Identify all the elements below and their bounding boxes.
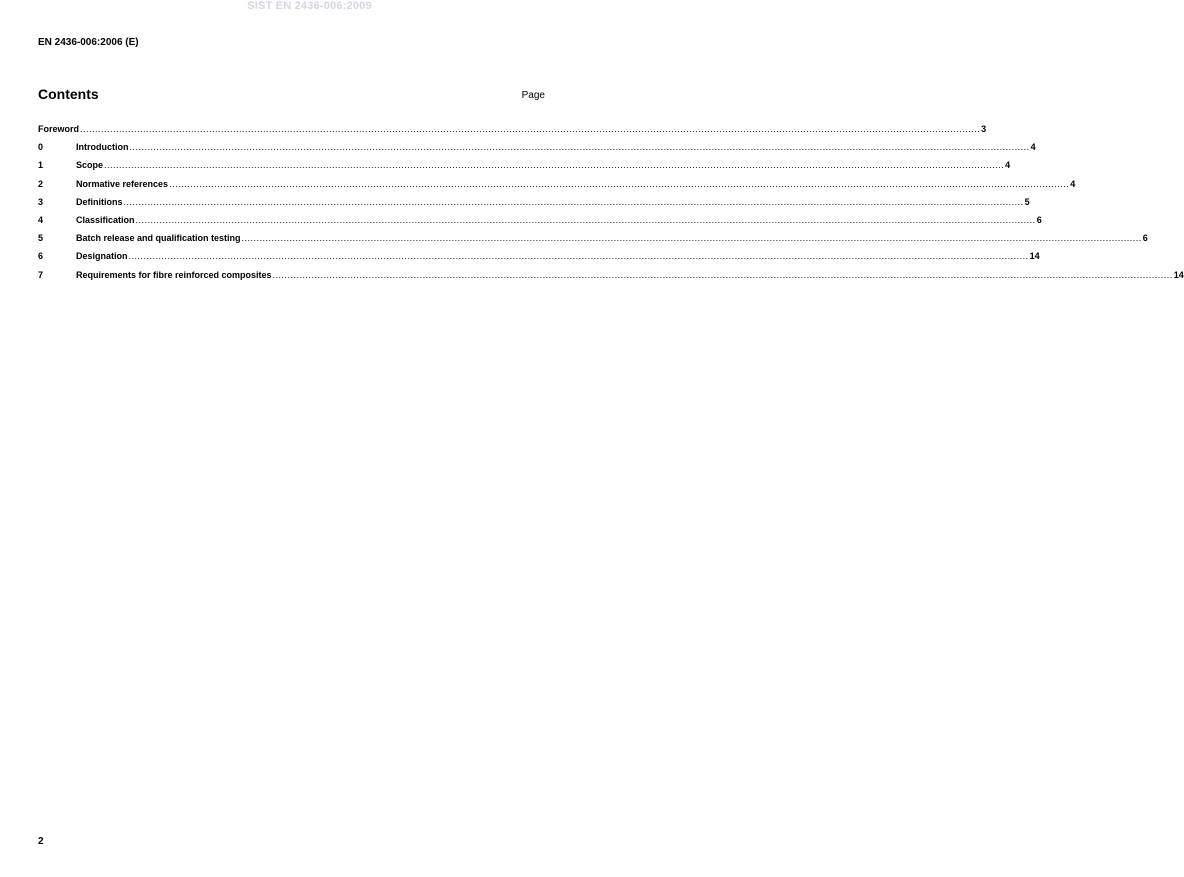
toc-leader-dots: ............................................................................................................................................................................................................................................................................................................ (104, 160, 1005, 171)
toc-entry-title: Definitions (76, 196, 123, 207)
toc-entry-scope[interactable] (38, 160, 1011, 178)
page-number: 2 (38, 836, 44, 847)
toc-entry-definitions[interactable] (38, 196, 1030, 215)
document-id: EN 2436-006:2006 (E) (38, 37, 139, 48)
toc-entry-requirements[interactable] (38, 269, 1184, 288)
toc-entry-title: Scope (76, 160, 104, 171)
toc-entry-page: 5 (1024, 196, 1030, 207)
toc-entry-title: Introduction (76, 142, 129, 153)
toc-entry-number: 0 (38, 142, 44, 153)
toc-entry-title: Classification (76, 214, 135, 225)
toc-entry-page: 4 (1005, 160, 1011, 171)
toc-entry-title: Designation (76, 251, 128, 262)
toc-entry-number: 3 (38, 196, 44, 207)
toc-entry-title: Batch release and qualification testing (76, 233, 241, 244)
toc-leader-dots: ............................................................................................................................................................................................................................................................................................................ (135, 214, 1036, 225)
toc-entry-batch-release[interactable] (38, 233, 1148, 251)
page-column-label: Page (521, 90, 545, 101)
toc-entry-introduction[interactable] (38, 142, 1036, 160)
toc-entry-normative-references[interactable] (38, 178, 1076, 197)
toc-entry-number: 4 (38, 214, 44, 225)
toc-entry-page: 6 (1142, 233, 1148, 244)
toc-entry-page: 14 (1029, 251, 1040, 262)
toc-entry-title: Normative references (76, 178, 169, 189)
toc-entry-foreword[interactable] (38, 124, 987, 142)
toc-entry-page: 4 (1070, 178, 1076, 189)
toc-entry-page: 6 (1036, 214, 1042, 225)
toc-leader-dots: ............................................................................................................................................................................................................................................................................................................ (128, 251, 1029, 262)
watermark: SIST EN 2436-006:2009 (247, 0, 372, 12)
toc-entry-number: 5 (38, 233, 44, 244)
toc-leader-dots: ............................................................................................................................................................................................................................................................................................................ (241, 233, 1142, 244)
toc-leader-dots: ............................................................................................................................................................................................................................................................................................................ (80, 124, 981, 134)
table-of-contents (38, 124, 1184, 288)
toc-entry-number: 2 (38, 178, 44, 189)
toc-entry-number: 6 (38, 251, 44, 262)
toc-entry-title: Requirements for fibre reinforced composites (76, 269, 272, 280)
toc-entry-number: 7 (38, 269, 44, 280)
toc-entry-page: 3 (981, 124, 987, 134)
toc-leader-dots: ............................................................................................................................................................................................................................................................................................................ (169, 178, 1070, 189)
contents-heading: Contents (38, 86, 99, 102)
toc-entry-title: Foreword (38, 124, 80, 134)
toc-entry-designation[interactable] (38, 251, 1040, 269)
toc-leader-dots: ............................................................................................................................................................................................................................................................................................................ (272, 269, 1173, 280)
toc-entry-page: 4 (1030, 142, 1036, 153)
toc-entry-page: 14 (1173, 269, 1184, 280)
toc-entry-number: 1 (38, 160, 44, 171)
toc-leader-dots: ............................................................................................................................................................................................................................................................................................................ (129, 142, 1030, 153)
toc-entry-classification[interactable] (38, 214, 1042, 233)
toc-leader-dots: ............................................................................................................................................................................................................................................................................................................ (123, 196, 1024, 207)
